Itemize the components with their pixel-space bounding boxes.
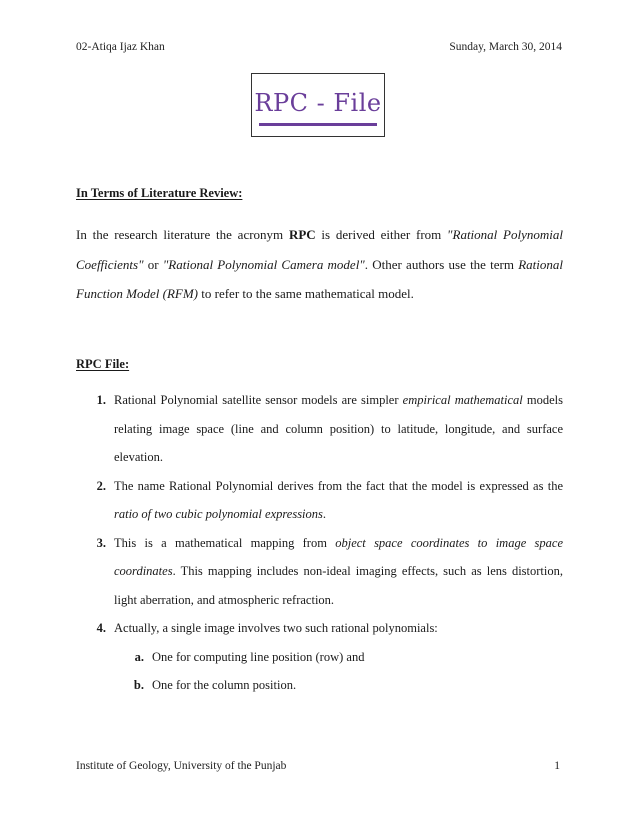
intro-text: or	[143, 256, 163, 272]
section-heading-rpc-file: RPC File:	[76, 357, 130, 371]
list-number: 2.	[96, 478, 106, 493]
list-item-text	[114, 472, 563, 529]
list-text-part: Rational Polynomial satellite sensor models are simpler	[114, 393, 403, 407]
list-text-part: . This mapping includes non-ideal imaging effects, such as lens distortion, light aberration, and atmospheric refraction.	[114, 564, 563, 607]
list-item	[76, 472, 563, 529]
quote-camera-model: "Rational Polynomial Camera model"	[162, 256, 365, 272]
page-title: RPC - File	[254, 88, 382, 117]
list-item-text	[114, 386, 563, 472]
title-underline	[259, 123, 377, 126]
list-number: 4.	[96, 621, 106, 635]
sub-list-item	[114, 643, 563, 672]
section-heading-literature-review: In Terms of Literature Review:	[76, 186, 243, 200]
list-text-part: .	[322, 507, 327, 521]
list-number: 1.	[96, 393, 106, 407]
sub-list-letter: b.	[133, 678, 144, 692]
sub-list-text: One for the column position.	[152, 678, 297, 692]
header-date: Sunday, March 30, 2014	[449, 41, 562, 53]
list-item-text	[114, 529, 563, 615]
acronym-rpc: RPC	[288, 227, 316, 242]
list-text-part: This is a mathematical mapping from	[114, 535, 336, 550]
list-emphasis: empirical mathematical	[402, 393, 523, 407]
quote-coefficients: "Rational Polynomial Coefficients"	[76, 227, 563, 272]
list-item	[76, 614, 563, 643]
list-item	[76, 529, 563, 615]
term-rfm: Rational Function Model (RFM)	[76, 256, 563, 301]
sub-list-letter: a.	[134, 649, 144, 664]
list-emphasis: object space coordinates to image space coordinates	[114, 535, 563, 578]
list-text-part: models relating image space (line and column position) to latitude, longitude, and surface elevation.	[114, 393, 563, 464]
footer-institution: Institute of Geology, University of the Punjab	[76, 760, 287, 772]
intro-text: In the research literature the acronym	[76, 227, 289, 242]
list-item-text	[114, 614, 563, 643]
intro-text: to refer to the same mathematical model.	[198, 286, 414, 301]
intro-paragraph	[76, 220, 563, 309]
intro-text: . Other authors use the term	[364, 256, 519, 272]
list-emphasis: ratio of two cubic polynomial expressions	[114, 507, 323, 521]
list-item	[76, 386, 563, 472]
header-author: 02-Atiqa Ijaz Khan	[76, 41, 165, 53]
sub-list-text: One for computing line position (row) and	[152, 649, 365, 664]
page-number: 1	[554, 760, 560, 772]
list-text-part: The name Rational Polynomial derives from the fact that the model is expressed as the	[114, 478, 563, 493]
list-number: 3.	[96, 535, 106, 550]
intro-text: is derived either from	[315, 227, 448, 242]
numbered-list	[76, 386, 563, 700]
list-text-part: Actually, a single image involves two such rational polynomials:	[114, 621, 438, 635]
title-box	[251, 73, 385, 137]
sub-list-item	[114, 671, 563, 700]
